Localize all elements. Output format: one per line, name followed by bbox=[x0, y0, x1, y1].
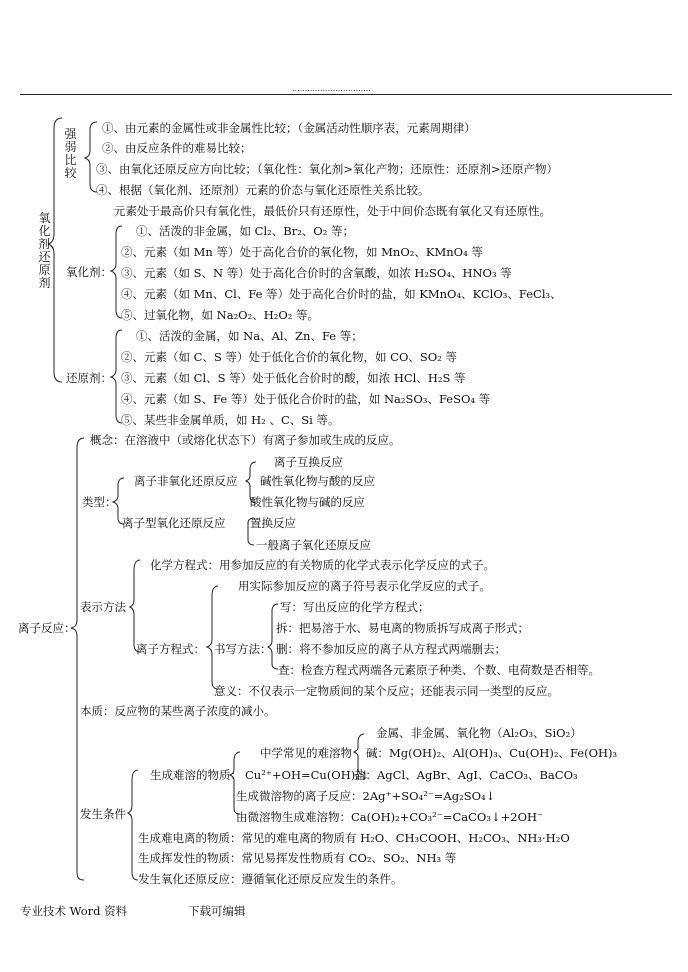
writing-step-3: 删：将不参加反应的离子从方程式两端删去； bbox=[276, 642, 506, 656]
slightly-soluble-eq: 生成微溶物的离子反应：2Ag⁺+SO₄²⁻=Ag₂SO₄↓ bbox=[236, 789, 496, 803]
from-slightly-soluble-eq: 由微溶物生成难溶物：Ca(OH)₂+CO₃²⁻=CaCO₃↓+2OH⁻ bbox=[236, 810, 544, 824]
strength-item-1: ①、由元素的金属性或非金属性比较；（金属活动性顺序表，元素周期律） bbox=[102, 121, 476, 135]
volatile: 生成挥发性的物质：常见易挥发性物质有 CO₂、SO₂、NH₃ 等 bbox=[138, 851, 457, 865]
weak-electrolyte: 生成难电离的物质：常见的难电离的物质有 H₂O、CH₃COOH、H₂CO₃、NH₃·H₂O bbox=[138, 831, 570, 845]
footer-right: 下载可编辑 bbox=[188, 904, 246, 918]
redox-type: 离子型氧化还原反应 bbox=[122, 516, 226, 530]
non-redox-item-2: 碱性氧化物与酸的反应 bbox=[260, 474, 375, 488]
reductant-item-5: ⑤、某些非金属单质，如 H₂ 、C、Si 等。 bbox=[121, 413, 340, 427]
valence-note: 元素处于最高价只有氧化性，最低价只有还原性，处于中间价态既有氧化又有还原性。 bbox=[114, 204, 551, 218]
ionic-equation-label: 离子方程式： bbox=[136, 642, 205, 656]
strength-item-3: ③、由氧化还原反应方向比较；（氧化性：氧化剂>氧化产物；还原性：还原剂>还原产物） bbox=[96, 162, 559, 176]
writing-steps-label: 书写方法： bbox=[214, 642, 272, 656]
insoluble-salts: 盐：AgCl、AgBr、AgI、CaCO₃、BaCO₃ bbox=[354, 768, 578, 782]
metal-oxides: 金属、非金属、氧化物（Al₂O₃、SiO₂） bbox=[376, 726, 582, 740]
non-redox-item-1: 离子互换反应 bbox=[274, 455, 343, 469]
ionic-equation-def: 用实际参加反应的离子符号表示化学反应的式子。 bbox=[238, 579, 491, 593]
non-redox-type: 离子非氧化还原反应 bbox=[134, 474, 238, 488]
ionic-title: 离子反应： bbox=[18, 621, 76, 635]
types-label: 类型： bbox=[82, 495, 117, 509]
redox-item-2: 一般离子氧化还原反应 bbox=[256, 538, 371, 552]
chemical-equation-def: 化学方程式：用参加反应的有关物质的化学式表示化学反应的式子。 bbox=[150, 558, 495, 572]
oxidant-label: 氧化剂： bbox=[66, 265, 112, 279]
reductant-item-1: ①、活泼的金属，如 Na、Al、Zn、Fe 等； bbox=[136, 329, 363, 343]
strength-item-2: ②、由反应条件的难易比较； bbox=[102, 141, 252, 155]
oxidant-item-5: ⑤、过氧化物，如 Na₂O₂、H₂O₂ 等。 bbox=[121, 308, 320, 322]
oxidant-item-4: ④、元素（如 Mn、Cl、Fe 等）处于高化合价时的盐，如 KMnO₄、KClO₃、FeCl₃、 bbox=[121, 287, 562, 301]
insoluble-bases: 碱：Mg(OH)₂、Al(OH)₃、Cu(OH)₂、Fe(OH)₃ bbox=[366, 746, 618, 760]
footer-left: 专业技术 Word 资料 bbox=[20, 904, 128, 918]
writing-step-2: 拆：把易溶于水、易电离的物质拆写成离子形式； bbox=[276, 621, 529, 635]
reductant-item-2: ②、元素（如 C、S 等）处于低化合价的氧化物，如 CO、SO₂ 等 bbox=[121, 350, 457, 364]
reductant-item-4: ④、元素（如 S、Fe 等）处于低化合价时的盐，如 Na₂SO₃、FeSO₄ 等 bbox=[121, 392, 491, 406]
section-title-oxidant-reductant: 氧化剂、还原剂 bbox=[38, 211, 63, 290]
redox-item-1: 置换反应 bbox=[250, 516, 296, 530]
oxidant-item-3: ③、元素（如 S、N 等）处于高化合价时的含氧酸，如浓 H₂SO₄、HNO₃ 等 bbox=[121, 266, 512, 280]
insoluble-label: 生成难溶的物质： bbox=[150, 768, 242, 782]
cu-hydroxide-eq: Cu²⁺+OH=Cu(OH)₂↓ bbox=[245, 768, 370, 782]
writing-step-1: 写：写出反应的化学方程式； bbox=[280, 600, 430, 614]
meaning: 意义：不仅表示一定物质间的某个反应；还能表示同一类型的反应。 bbox=[214, 684, 559, 698]
reductant-label: 还原剂： bbox=[66, 371, 112, 385]
header-dots: ............................... bbox=[292, 84, 371, 93]
essence: 本质：反应物的某些离子浓度的减小。 bbox=[80, 704, 276, 718]
oxidant-item-2: ②、元素（如 Mn 等）处于高化合价的氧化物，如 MnO₂、KMnO₄ 等 bbox=[121, 245, 483, 259]
representation-label: 表示方法 bbox=[80, 600, 126, 614]
redox-condition: 发生氧化还原反应：遵循氧化还原反应发生的条件。 bbox=[138, 872, 403, 886]
common-insoluble: 中学常见的难溶物 bbox=[260, 746, 352, 760]
oxidant-item-1: ①、活泼的非金属，如 Cl₂、Br₂、O₂ 等； bbox=[136, 224, 354, 238]
strength-item-4: ④、根据（氧化剂、还原剂）元素的价态与氧化还原性关系比较。 bbox=[96, 183, 430, 197]
writing-step-4: 查：检查方程式两端各元素原子种类、个数、电荷数是否相等。 bbox=[278, 663, 600, 677]
ionic-concept: 概念：在溶液中（或熔化状态下）有离子参加或生成的反应。 bbox=[90, 433, 401, 447]
conditions-label: 发生条件 bbox=[80, 807, 126, 821]
non-redox-item-3: 酸性氧化物与碱的反应 bbox=[250, 495, 365, 509]
strength-label: 强弱比较 bbox=[64, 127, 77, 180]
reductant-item-3: ③、元素（如 Cl、S 等）处于低化合价时的酸，如浓 HCl、H₂S 等 bbox=[121, 371, 466, 385]
